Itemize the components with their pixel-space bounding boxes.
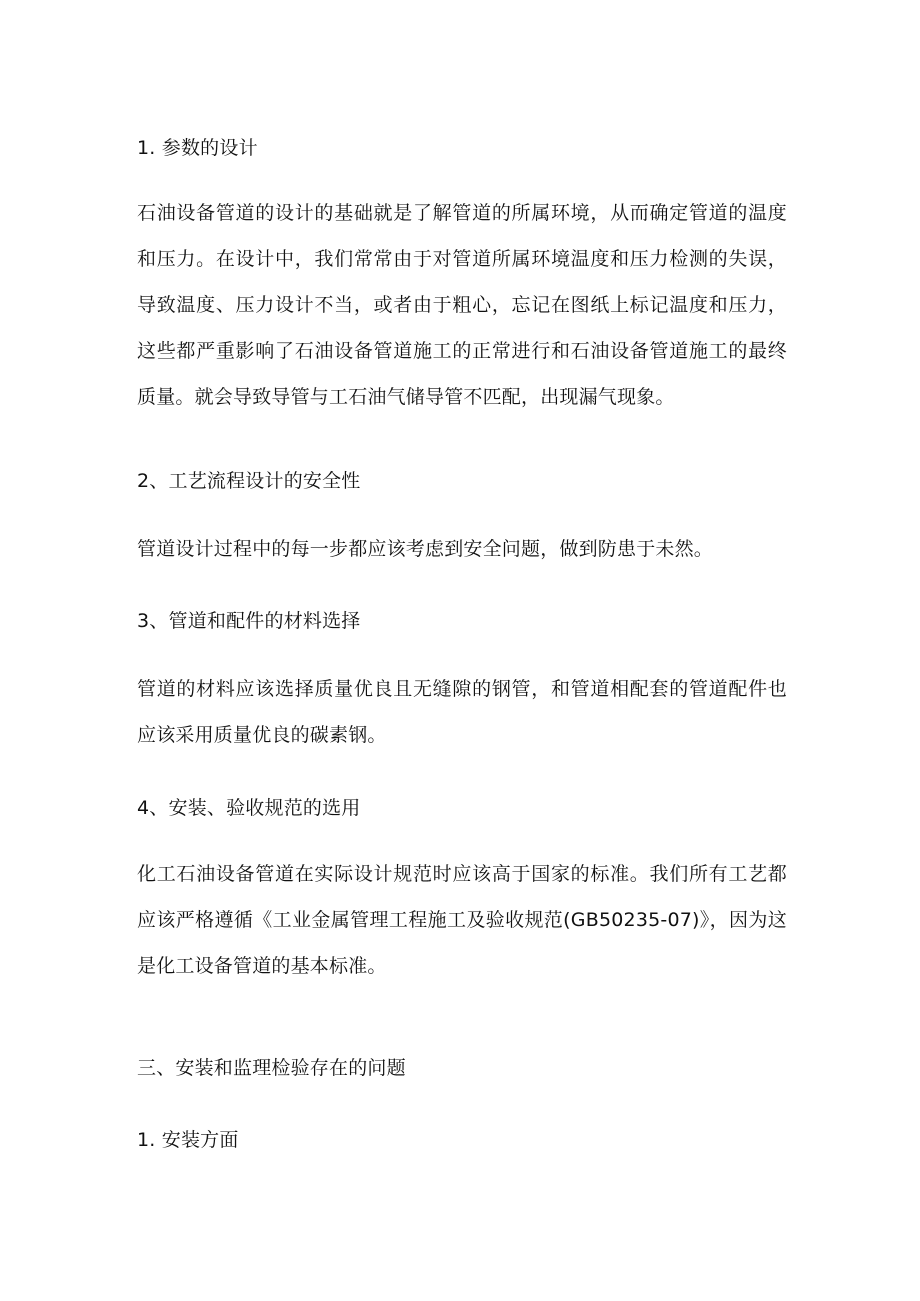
paragraph-parameter-design: 石油设备管道的设计的基础就是了解管道的所属环境，从而确定管道的温度和压力。在设计中，我们常常由于对管道所属环境温度和压力检测的失误，导致温度、压力设计不当，或者由于粗心，忘记在图纸上标记温度和压力，这些都严重影响了石油设备管道施工的正常进行和石油设备管道施工的最终质量。就会导致导管与工石油气储导管不匹配，出现漏气现象。 (137, 202, 787, 408)
heading-material-selection: 3、管道和配件的材料选择 (137, 610, 361, 632)
heading-installation: 1. 安装方面 (137, 1129, 239, 1151)
paragraph-process-safety: 管道设计过程中的每一步都应该考虑到安全问题，做到防患于未然。 (137, 538, 714, 560)
heading-parameter-design: 1. 参数的设计 (137, 137, 258, 159)
heading-process-safety: 2、工艺流程设计的安全性 (137, 470, 361, 492)
paragraph-material-selection: 管道的材料应该选择质量优良且无缝隙的钢管，和管道相配套的管道配件也应该采用质量优良的碳素钢。 (137, 678, 787, 746)
section-title-installation-problems: 三、安装和监理检验存在的问题 (137, 1057, 406, 1079)
paragraph-acceptance-standard: 化工石油设备管道在实际设计规范时应该高于国家的标准。我们所有工艺都应该严格遵循《工业金属管理工程施工及验收规范(GB50235-07)》，因为这是化工设备管道的基本标准。 (137, 863, 787, 977)
heading-acceptance-standard: 4、安装、验收规范的选用 (137, 797, 361, 819)
